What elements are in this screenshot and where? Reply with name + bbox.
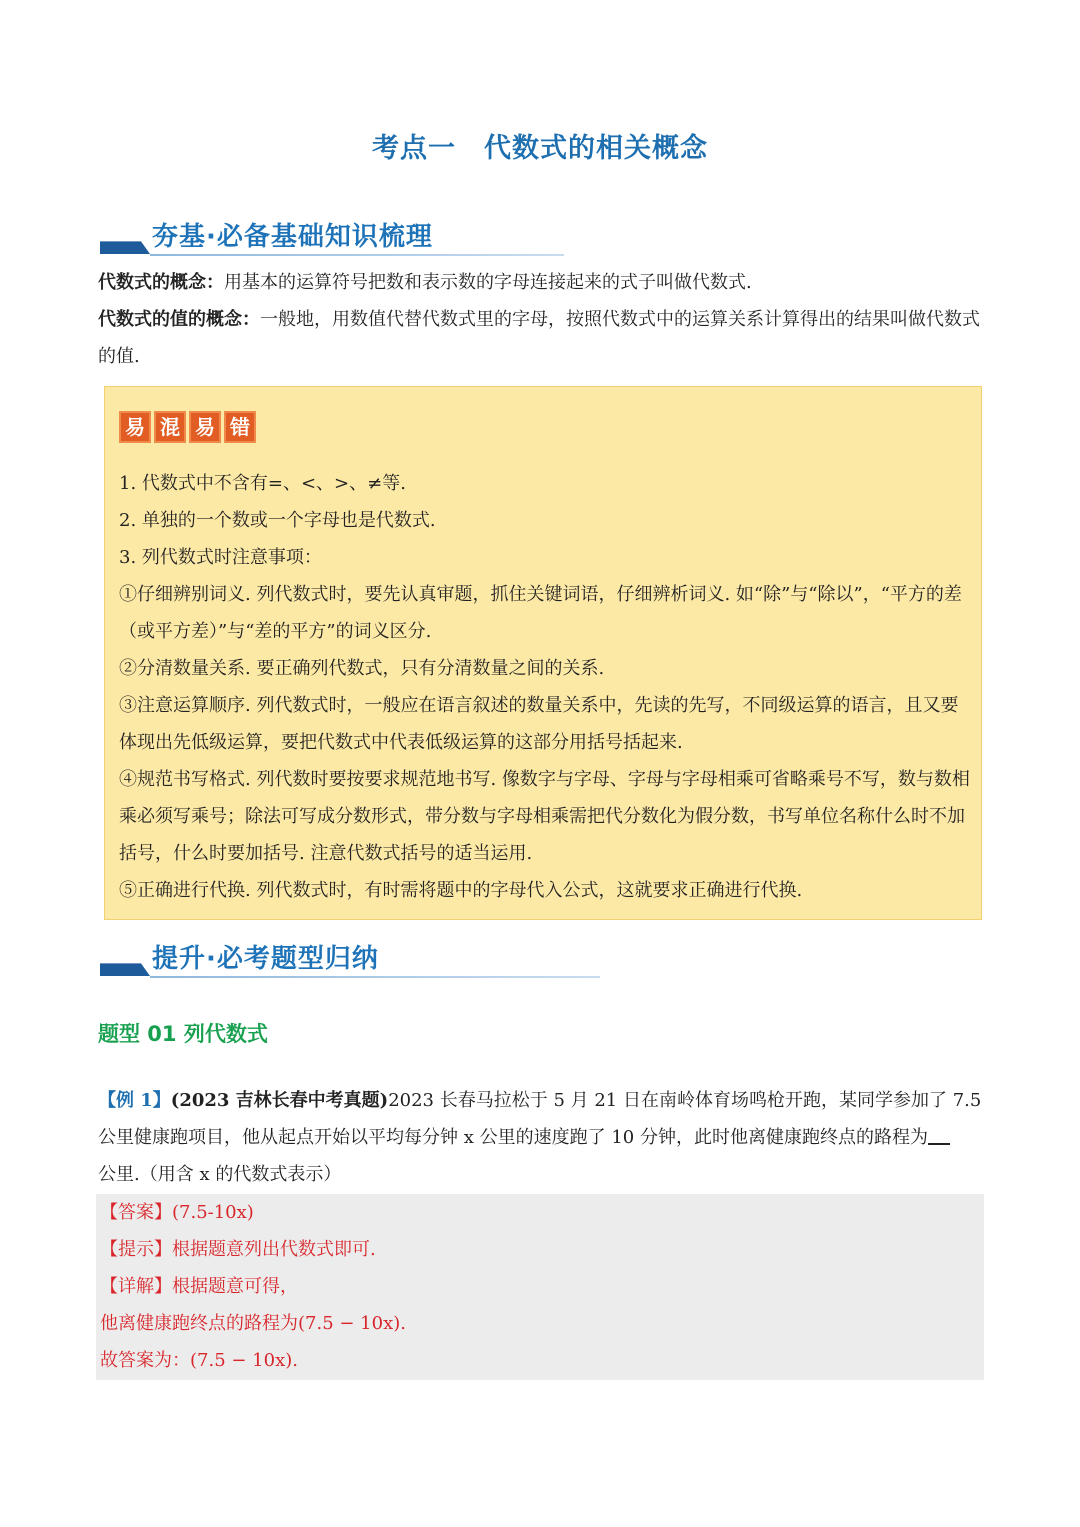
definition-term: 代数式的概念：	[98, 272, 224, 293]
question-type-title: 题型 01 列代数式	[98, 1022, 268, 1046]
list-item: 1. 代数式中不含有=、<、>、≠等.	[119, 473, 406, 494]
list-item: ①仔细辨别词义. 列代数式时，要先认真审题，抓住关键词语，仔细辨析词义. 如“除”与“除以”，“平方的差（或平方差）”与“差的平方”的词义区分.	[119, 584, 962, 642]
example-text: 2023 长春马拉松于 5 月 21 日在南岭体育场鸣枪开跑，某同学参加了 7.5 公里健康跑项目，他从起点开始以平均每分钟 x 公里的速度跑了 10 分钟，此时他离健康跑终点的路程为	[98, 1090, 982, 1148]
list-item: 2. 单独的一个数或一个字母也是代数式.	[119, 510, 436, 531]
badge-char: 错	[224, 411, 256, 443]
section-label: 夯基·必备基础知识梳理	[152, 222, 433, 252]
banner-underline	[150, 976, 600, 978]
common-mistakes-box	[104, 386, 982, 920]
solution-line: 【答案】(7.5-10x)	[100, 1202, 254, 1223]
banner-bar-icon	[100, 958, 150, 976]
list-item: ②分清数量关系. 要正确列代数式，只有分清数量之间的关系.	[119, 658, 605, 679]
tip-list	[119, 465, 971, 909]
banner-underline	[150, 254, 564, 256]
solution-line: 他离健康跑终点的路程为(7.5 − 10x).	[100, 1313, 406, 1334]
example-text-after: 公里.（用含 x 的代数式表示）	[98, 1164, 342, 1185]
example-source: (2023 吉林长春中考真题)	[170, 1090, 389, 1111]
badge-char: 易	[119, 411, 151, 443]
definition-term: 代数式的值的概念：	[98, 309, 260, 330]
definition-text: 用基本的运算符号把数和表示数的字母连接起来的式子叫做代数式.	[224, 272, 752, 293]
common-mistakes-badge	[119, 411, 256, 443]
badge-char: 易	[189, 411, 221, 443]
answer-blank	[928, 1125, 950, 1145]
section-banner-foundation	[100, 216, 564, 256]
badge-char: 混	[154, 411, 186, 443]
definition-algebraic-expression	[98, 264, 984, 301]
list-item: ⑤正确进行代换. 列代数式时，有时需将题中的字母代入公式，这就要求正确进行代换.	[119, 880, 803, 901]
solution-box	[96, 1194, 984, 1380]
section-banner-improve	[100, 938, 600, 978]
solution-line: 【详解】根据题意可得，	[100, 1276, 298, 1297]
definition-expression-value	[98, 301, 984, 375]
solution-line: 【提示】根据题意列出代数式即可.	[100, 1239, 376, 1260]
page-title	[0, 126, 1080, 165]
title-part1: 考点一	[372, 133, 456, 164]
list-item: ③注意运算顺序. 列代数式时，一般应在语言叙述的数量关系中，先读的先写，不同级运算的语言，且又要体现出先低级运算，要把代数式中代表低级运算的这部分用括号括起来.	[119, 695, 959, 753]
list-item: 3. 列代数式时注意事项：	[119, 547, 322, 568]
solution-line: 故答案为：(7.5 − 10x).	[100, 1350, 298, 1371]
example-tag: 【例 1】	[98, 1090, 171, 1111]
list-item: ④规范书写格式. 列代数时要按要求规范地书写. 像数字与字母、字母与字母相乘可省略乘号不写，数与数相乘必须写乘号；除法可写成分数形式，带分数与字母相乘需把代分数化为假分数，书写单位名称什么时不加括号，什么时要加括号. 注意代数式括号的适当运用.	[119, 769, 970, 864]
example-question	[98, 1082, 984, 1193]
section-label: 提升·必考题型归纳	[152, 944, 379, 974]
definition-text: 一般地，用数值代替代数式里的字母，按照代数式中的运算关系计算得出的结果叫做代数式的值.	[98, 309, 980, 367]
title-part2: 代数式的相关概念	[484, 133, 708, 164]
banner-bar-icon	[100, 236, 150, 254]
